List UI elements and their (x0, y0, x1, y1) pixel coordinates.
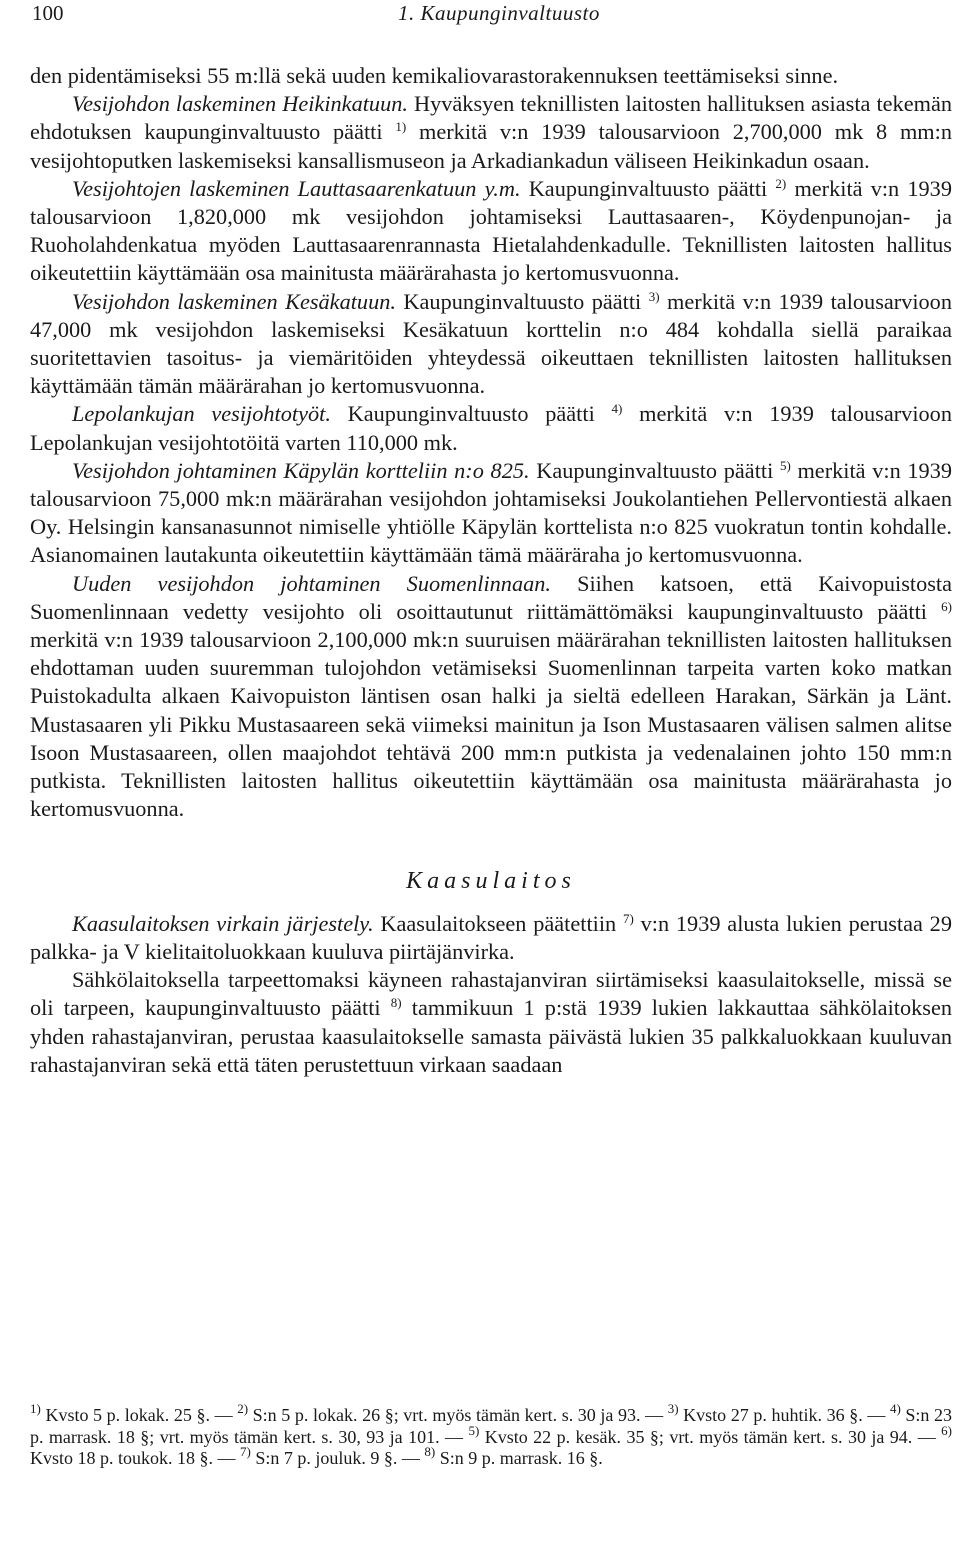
footnote-ref: 3) (648, 288, 660, 304)
footnote-ref: 7) (623, 910, 634, 926)
paragraph-p3 (30, 175, 952, 288)
paragraph-topic: Lepolankujan vesijohtotyöt. (72, 401, 331, 427)
paragraph-topic: Vesijohdon johtaminen Käpylän kortteliin n:o 825. (72, 457, 530, 483)
footnote-number: 6) (941, 1422, 952, 1438)
paragraph-text: merkitä v:n 1939 talousarvioon 1,820,000 mk vesijohdon johtamiseksi Lauttasaaren-, Köydenpunojan- ja Ruoholahdenkatua myöden Lauttasaarenrannasta Hietalahdenkadulle. Teknillisten laitosten hallitus oikeutettiin käyttämään osa mainitusta määrärahasta jo kertomusvuonna. (30, 175, 952, 286)
paragraph-p7 (30, 570, 952, 824)
paragraph-p8 (30, 910, 952, 966)
footnote-number: 7) (240, 1444, 251, 1459)
paragraph-topic: Vesijohdon laskeminen Kesäkatuun. (72, 288, 396, 314)
footnote-ref: 6) (941, 598, 952, 614)
page-body (30, 62, 952, 1079)
section-heading: Kaasulaitos (406, 868, 576, 895)
paragraph-topic: Uuden vesijohdon johtaminen Suomenlinnaan. (72, 570, 551, 596)
footnote-text: Kvsto 18 p. toukok. 18 §. — (30, 1448, 241, 1468)
footnote-ref: 1) (395, 119, 407, 135)
paragraph-text: Kaupunginvaltuusto päätti (395, 288, 649, 314)
paragraph-p1 (30, 62, 952, 90)
footnotes (30, 1401, 953, 1470)
footnote-ref: 4) (611, 401, 623, 417)
paragraph-text: Kaupunginvaltuusto päätti (520, 175, 776, 201)
paragraph-text: Sähkölaitoksella tarpeettomaksi käyneen rahastajanviran siirtämiseksi kaasulaitokselle, missä se oli tarpeen, kaupunginvaltuusto päätti (30, 967, 952, 1021)
footnote-number: 5) (468, 1422, 480, 1438)
page-header (30, 0, 950, 30)
paragraph-text: Siihen katsoen, että Kaivopuistosta Suomenlinnaan vedetty vesijohto oli osoittautunut riittämättömäksi kaupunginvaltuusto päätti (30, 570, 952, 624)
paragraph-p2 (30, 90, 952, 175)
footnote-number: 8) (424, 1444, 436, 1459)
footnote-ref: 5) (779, 457, 791, 473)
footnote-ref: 8) (390, 995, 402, 1011)
footnote-text: S:n 5 p. lokak. 26 §; vrt. myös tämän kert. s. 30 ja 93. — (248, 1405, 668, 1425)
paragraph-text: Kaupunginvaltuusto päätti (529, 457, 780, 483)
footnote-text: S:n 9 p. marrask. 16 §. (435, 1448, 603, 1468)
paragraph-text: den pidentämiseksi 55 m:llä sekä uuden kemikaliovarastorakennuksen teettämiseksi sinne. (30, 63, 839, 88)
paragraph-p5 (30, 400, 952, 456)
footnote-text: Kvsto 5 p. lokak. 25 §. — (40, 1405, 238, 1425)
footnote-number: 4) (889, 1401, 901, 1416)
paragraph-text: merkitä v:n 1939 talousarvioon 47,000 mk vesijohdon laskemiseksi Kesäkatuun korttelin n:o 484 kohdalla siellä paraikaa suoritettavien tasoitus- ja viemäritöiden yhteydessä oikeuttaen teknillisten laitosten hallituksen käyttämään tämän määrärahan jo kertomusvuonna. (30, 288, 952, 399)
page-number: 100 (32, 1, 64, 25)
paragraph-p6 (30, 457, 952, 570)
footnote-number: 1) (30, 1401, 41, 1416)
paragraphs-after-section (30, 910, 952, 1079)
footnote-number: 2) (237, 1401, 249, 1416)
paragraph-text: Kaupunginvaltuusto päätti (330, 401, 612, 427)
paragraph-text: merkitä v:n 1939 talousarvioon 2,700,000 mk 8 mm:n vesijohtoputken laskemiseksi kansallismuseon ja Arkadiankadun väliseen Heikinkadun osaan. (30, 119, 952, 173)
footnote-text: Kvsto 22 p. kesäk. 35 §; vrt. myös tämän kert. s. 30 ja 94. — (479, 1426, 942, 1447)
paragraph-text: merkitä v:n 1939 talousarvioon Lepolankujan vesijohtotöitä varten 110,000 mk. (30, 401, 952, 455)
paragraph-p9 (30, 966, 952, 1079)
paragraph-text: Kaasulaitokseen päätettiin (373, 910, 623, 936)
paragraph-text: merkitä v:n 1939 talousarvioon 75,000 mk:n määrärahan vesijohdon johtamiseksi Joukolantiehen Pellervontiestä alkaen Oy. Helsingin kansanasunnot nimiselle yhtiölle Käpylän korttelista n:o 825 vuokratun tontin kohdalle. Asianomainen lautakunta oikeutettiin käyttämään tämä määräraha jo kertomusvuonna. (30, 457, 952, 568)
footnote-text: Kvsto 27 p. huhtik. 36 §. — (678, 1405, 890, 1425)
paragraph-p4 (30, 288, 952, 401)
running-title: 1. Kaupunginvaltuusto (398, 1, 600, 25)
paragraph-topic: Vesijohtojen laskeminen Lauttasaarenkatuun y.m. (72, 175, 521, 201)
paragraphs-before-section (30, 62, 952, 823)
paragraph-topic: Kaasulaitoksen virkain järjestely. (72, 910, 374, 936)
paragraph-text: Hyväksyen teknillisten laitosten hallituksen asiasta tekemän ehdotuksen kaupunginvaltuusto päätti (30, 91, 952, 145)
paragraph-text: tammikuun 1 p:stä 1939 lukien lakkauttaa sähkölaitoksen yhden rahastajanviran, perustaa kaasulaitokselle samasta päivästä lukien 35 palkkaluokkaan kuuluvan rahastajanviran sekä että täten perustettuun virkaan saadaan (30, 995, 952, 1077)
footnote-text: S:n 7 p. jouluk. 9 §. — (250, 1448, 425, 1468)
paragraph-text: merkitä v:n 1939 talousarvioon 2,100,000 mk:n suuruisen määrärahan teknillisten laitosten hallituksen ehdottaman uuden suuremman tulojohdon vetämiseksi Suomenlinnan tarpeita varten koko matkan Puistokadulta alkaen Kaivopuiston läntisen osan halki ja sieltä edelleen Harakan, Särkän ja Länt. Mustasaaren yli Pikku Mustasaareen sekä viimeksi mainitun ja Ison Mustasaaren välisen salmen alitse Isoon Mustasaareen, ollen maajohdot tehtävä 200 mm:n putkista ja vedenalainen johto 150 mm:n putkista. Teknillisten laitosten hallitus oikeutettiin käyttämään osa mainitusta määrärahasta jo kertomusvuonna. (30, 627, 952, 822)
paragraph-text: v:n 1939 alusta lukien perustaa 29 palkka- ja V kielitaitoluokkaan kuuluva piirtäjänvirka. (30, 910, 952, 964)
footnote-number: 3) (667, 1401, 679, 1416)
footnote-text: S:n 23 p. marrask. 18 §; vrt. myös tämän kert. s. 30, 93 ja 101. — (30, 1405, 953, 1447)
paragraph-topic: Vesijohdon laskeminen Heikinkatuun. (72, 91, 408, 117)
footnote-ref: 2) (775, 175, 787, 191)
